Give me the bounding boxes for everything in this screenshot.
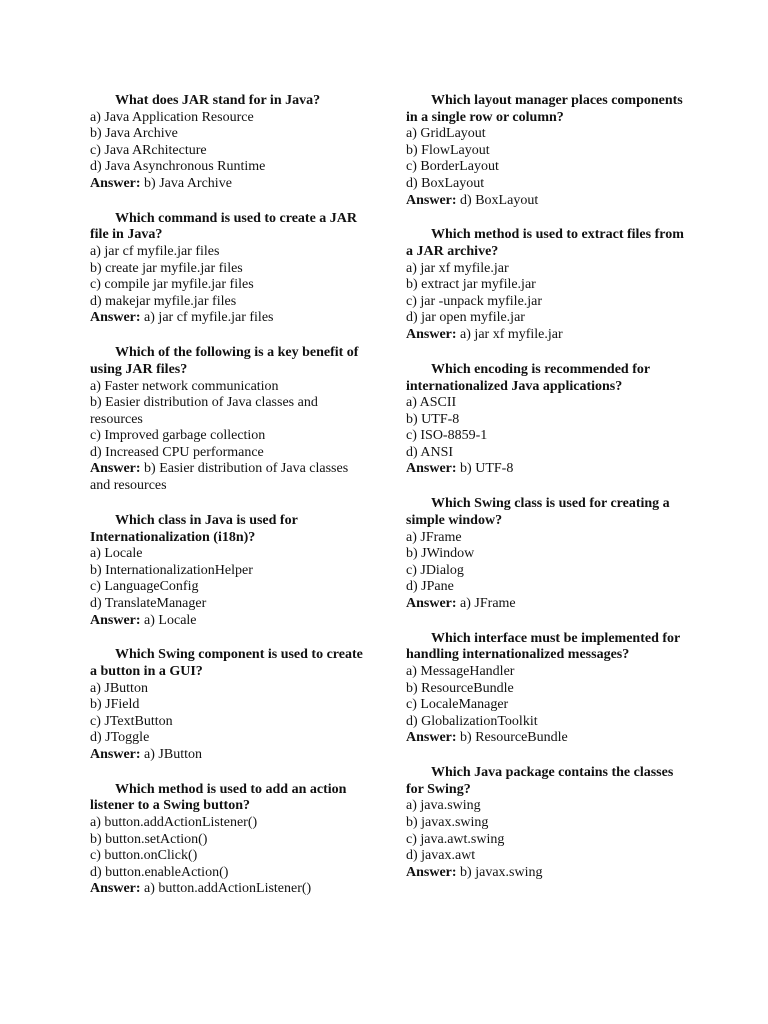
option-d: d) JPane xyxy=(406,579,454,595)
option-d: d) BoxLayout xyxy=(406,175,485,191)
answer-line xyxy=(406,461,686,478)
question-block xyxy=(406,93,686,209)
answer-label: Answer: xyxy=(90,746,141,762)
option-b: b) Java Archive xyxy=(90,126,178,142)
answer-label: Answer: xyxy=(406,595,457,611)
answer-line xyxy=(406,865,686,882)
question-block xyxy=(90,211,370,327)
option-b: b) javax.swing xyxy=(406,815,489,831)
option-b: b) UTF-8 xyxy=(406,411,460,427)
answer-label: Answer: xyxy=(406,864,457,880)
question-text: Which Swing component is used to create a button in a GUI? xyxy=(90,647,363,679)
question-block xyxy=(406,362,686,478)
answer-line xyxy=(406,596,686,613)
question-block xyxy=(406,496,686,612)
answer-label: Answer: xyxy=(406,730,457,746)
answer-text: b) Java Archive xyxy=(144,175,232,191)
answer-text: a) button.addActionListener() xyxy=(144,881,312,897)
option-b: b) button.setAction() xyxy=(90,831,208,847)
option-c: c) jar -unpack myfile.jar xyxy=(406,293,543,309)
option-c: c) ISO-8859-1 xyxy=(406,428,488,444)
right-column xyxy=(406,93,686,900)
answer-label: Answer: xyxy=(90,612,141,628)
answer-text: a) Locale xyxy=(144,612,197,628)
answer-text: b) UTF-8 xyxy=(460,461,514,477)
answer-label: Answer: xyxy=(406,327,457,343)
question-text: Which layout manager places components in a single row or column? xyxy=(406,93,683,125)
answer-text: b) ResourceBundle xyxy=(460,730,568,746)
option-d: d) JToggle xyxy=(90,730,150,746)
option-d: d) ANSI xyxy=(406,444,454,460)
answer-label: Answer: xyxy=(406,461,457,477)
question-text: Which Java package contains the classes for Swing? xyxy=(406,765,674,797)
answer-label: Answer: xyxy=(90,461,141,477)
answer-label: Answer: xyxy=(90,881,141,897)
answer-text: a) jar cf myfile.jar files xyxy=(144,310,274,326)
option-c: c) button.onClick() xyxy=(90,848,198,864)
question-block xyxy=(90,345,370,494)
answer-text: b) javax.swing xyxy=(460,864,543,880)
question-block xyxy=(406,227,686,343)
option-a: a) Faster network communication xyxy=(90,378,279,394)
question-block xyxy=(406,765,686,881)
option-a: a) java.swing xyxy=(406,798,481,814)
answer-text: a) jar xf myfile.jar xyxy=(460,327,563,343)
option-d: d) jar open myfile.jar xyxy=(406,310,525,326)
answer-line xyxy=(90,461,370,494)
option-c: c) JDialog xyxy=(406,562,464,578)
option-c: c) JTextButton xyxy=(90,713,173,729)
option-b: b) extract jar myfile.jar xyxy=(406,277,536,293)
option-b: b) create jar myfile.jar files xyxy=(90,260,243,276)
option-a: a) Locale xyxy=(90,546,143,562)
option-a: a) MessageHandler xyxy=(406,664,515,679)
question-block xyxy=(90,93,370,193)
option-c: c) Improved garbage collection xyxy=(90,428,266,444)
option-a: a) GridLayout xyxy=(406,126,486,142)
option-b: b) ResourceBundle xyxy=(406,680,514,696)
option-d: d) javax.awt xyxy=(406,848,476,864)
question-text: Which command is used to create a JAR file in Java? xyxy=(90,210,358,243)
answer-text: b) Easier distribution of Java classes and resources xyxy=(90,461,349,494)
answer-line xyxy=(406,193,686,210)
option-a: a) JButton xyxy=(90,680,148,696)
answer-text: a) JFrame xyxy=(460,595,516,611)
option-c: c) compile jar myfile.jar files xyxy=(90,277,254,293)
question-block xyxy=(90,782,370,898)
option-d: d) button.enableAction() xyxy=(90,864,229,880)
question-text: What does JAR stand for in Java? xyxy=(115,93,321,108)
answer-line xyxy=(90,881,370,898)
option-c: c) BorderLayout xyxy=(406,159,499,175)
answer-label: Answer: xyxy=(90,310,141,326)
answer-line xyxy=(90,613,370,630)
option-a: a) ASCII xyxy=(406,395,457,411)
answer-line xyxy=(406,327,686,344)
answer-label: Answer: xyxy=(406,192,457,208)
question-text: Which method is used to add an action listener to a Swing button? xyxy=(90,781,347,814)
answer-line xyxy=(90,310,370,327)
question-text: Which interface must be implemented for handling internationalized messages? xyxy=(406,630,680,663)
option-b: b) InternationalizationHelper xyxy=(90,562,253,578)
option-c: c) LanguageConfig xyxy=(90,579,199,595)
option-a: a) jar cf myfile.jar files xyxy=(90,244,220,260)
answer-text: a) JButton xyxy=(144,746,202,762)
question-text: Which encoding is recommended for internationalized Java applications? xyxy=(406,361,650,394)
question-text: Which Swing class is used for creating a simple window? xyxy=(406,496,670,528)
option-d: d) Java Asynchronous Runtime xyxy=(90,159,266,175)
option-b: b) Easier distribution of Java classes and resources xyxy=(90,395,318,427)
left-column xyxy=(90,93,370,916)
answer-line xyxy=(90,747,370,764)
question-block xyxy=(90,647,370,763)
option-c: c) java.awt.swing xyxy=(406,831,505,847)
answer-line xyxy=(90,176,370,193)
answer-label: Answer: xyxy=(90,175,141,191)
option-b: b) FlowLayout xyxy=(406,142,490,158)
option-d: d) GlobalizationToolkit xyxy=(406,713,538,729)
answer-line xyxy=(406,730,686,747)
answer-text: d) BoxLayout xyxy=(460,192,539,208)
question-block xyxy=(90,513,370,629)
question-text: Which class in Java is used for Internationalization (i18n)? xyxy=(90,512,298,545)
option-d: d) Increased CPU performance xyxy=(90,444,264,460)
option-a: a) Java Application Resource xyxy=(90,109,254,125)
option-c: c) Java ARchitecture xyxy=(90,142,207,158)
option-a: a) jar xf myfile.jar xyxy=(406,260,509,276)
question-block xyxy=(406,631,686,747)
option-b: b) JWindow xyxy=(406,546,475,562)
option-d: d) TranslateManager xyxy=(90,595,207,611)
option-d: d) makejar myfile.jar files xyxy=(90,293,237,309)
question-text: Which method is used to extract files from a JAR archive? xyxy=(406,227,684,260)
question-text: Which of the following is a key benefit of using JAR files? xyxy=(90,345,359,377)
option-a: a) JFrame xyxy=(406,529,462,545)
option-b: b) JField xyxy=(90,697,140,713)
option-c: c) LocaleManager xyxy=(406,697,509,713)
option-a: a) button.addActionListener() xyxy=(90,815,258,831)
